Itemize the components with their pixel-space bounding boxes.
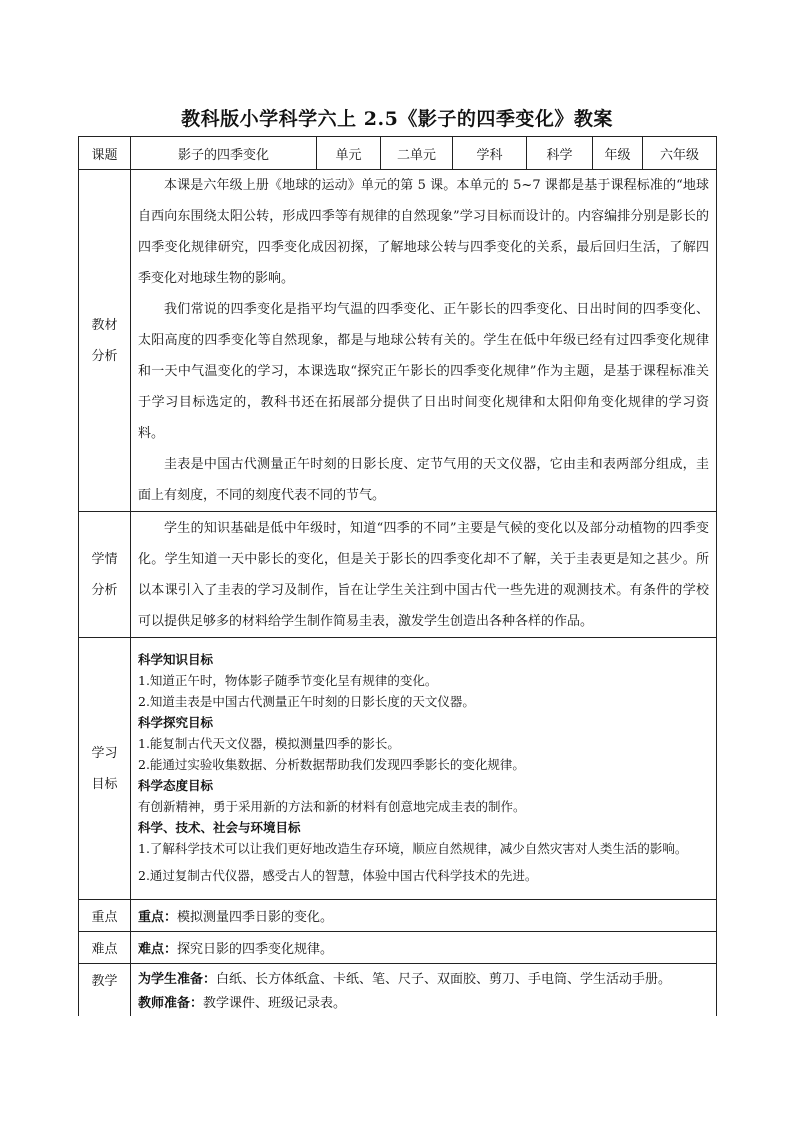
goal-item: 2.能通过实验收集数据、分析数据帮助我们发现四季影长的变化规律。 <box>138 757 525 772</box>
knowledge-goals-heading: 科学知识目标 <box>138 652 214 667</box>
student-prep-text: 白纸、长方体纸盒、卡纸、笔、尺子、双面胶、剪刀、手电筒、学生活动手册。 <box>216 972 672 987</box>
goal-item: 1.能复制古代天文仪器，模拟测量四季的影长。 <box>138 736 400 751</box>
subject-value: 科学 <box>527 137 593 170</box>
subject-label: 学科 <box>453 137 527 170</box>
difficulty-content <box>131 932 717 964</box>
difficulty-label: 难点 <box>79 932 131 964</box>
teacher-prep-text: 教学课件、班级记录表。 <box>203 996 347 1011</box>
material-paragraph: 圭表是中国古代测量正午时刻的日影长度、定节气用的天文仪器，它由圭和表两部分组成，圭面上有刻度，不同的刻度代表不同的节气。 <box>138 457 709 503</box>
unit-label: 单元 <box>317 137 381 170</box>
inquiry-goals-heading: 科学探究目标 <box>138 715 214 730</box>
teaching-prep-label: 教学 <box>79 964 131 1017</box>
learning-goals-content <box>131 638 717 900</box>
topic-label: 课题 <box>79 137 131 170</box>
key-point-prefix: 重点： <box>138 910 178 925</box>
student-paragraph: 学生的知识基础是低中年级时，知道“四季的不同”主要是气候的变化以及部分动植物的四季变化。学生知道一天中影长的变化，但是关于影长的四季变化却不了解，关于圭表更是知之甚少。所以本课引入了圭表的学习及制作，旨在让学生关注到中国古代一些先进的观测技术。有条件的学校可以提供足够多的材料给学生制作简易圭表，激发学生创造出各种各样的作品。 <box>138 520 709 629</box>
unit-value: 二单元 <box>381 137 453 170</box>
goal-item: 2.通过复制古代仪器，感受古人的智慧，体验中国古代科学技术的先进。 <box>138 868 538 883</box>
grade-label: 年级 <box>593 137 643 170</box>
material-paragraph: 我们常说的四季变化是指平均气温的四季变化、正午影长的四季变化、日出时间的四季变化、太阳高度的四季变化等自然现象，都是与地球公转有关的。学生在低中年级已经有过四季变化规律和一天中气温变化的学习，本课选取“探究正午影长的四季变化规律”作为主题，是基于课程标准关于学习目标选定的，教科书还在拓展部分提供了日出时间变化规律和太阳仰角变化规律的学习资料。 <box>138 302 709 441</box>
material-analysis-label: 教材 分析 <box>79 170 131 512</box>
topic-value: 影子的四季变化 <box>131 137 317 170</box>
learning-goals-row <box>79 638 717 900</box>
goal-item: 1.了解科学技术可以让我们更好地改造生存环境，顺应自然规律，减少自然灾害对人类生活的影响。 <box>138 841 688 856</box>
key-point-text: 模拟测量四季日影的变化。 <box>177 910 334 925</box>
student-prep-line <box>138 968 709 992</box>
lesson-plan-table <box>78 136 717 1016</box>
key-point-label: 重点 <box>79 900 131 932</box>
key-point-row <box>79 900 717 932</box>
attitude-goals-heading: 科学态度目标 <box>138 778 214 793</box>
difficulty-prefix: 难点： <box>138 942 178 957</box>
goal-item: 2.知道圭表是中国古代测量正午时刻的日影长度的天文仪器。 <box>138 694 475 709</box>
header-row <box>79 137 717 170</box>
student-prep-prefix: 为学生准备： <box>138 972 217 987</box>
sts-goals-heading: 科学、技术、社会与环境目标 <box>138 820 301 835</box>
document-title: 教科版小学科学六上 2.5《影子的四季变化》教案 <box>181 108 613 130</box>
learning-goals-label: 学习 目标 <box>79 638 131 900</box>
goal-item: 有创新精神，勇于采用新的方法和新的材料有创意地完成圭表的制作。 <box>138 799 526 814</box>
teacher-prep-line <box>138 992 709 1016</box>
difficulty-text: 探究日影的四季变化规律。 <box>177 942 334 957</box>
grade-value: 六年级 <box>643 137 717 170</box>
key-point-content <box>131 900 717 932</box>
teacher-prep-prefix: 教师准备： <box>138 996 204 1011</box>
student-analysis-content <box>131 512 717 638</box>
student-analysis-label: 学情 分析 <box>79 512 131 638</box>
teaching-prep-content <box>131 964 717 1017</box>
difficulty-row <box>79 932 717 964</box>
teaching-prep-row <box>79 964 717 1017</box>
goal-item: 1.知道正午时，物体影子随季节变化呈有规律的变化。 <box>138 673 438 688</box>
material-paragraph: 本课是六年级上册《地球的运动》单元的第 5 课。本单元的 5~7 课都是基于课程标准的“地球自西向东围绕太阳公转，形成四季等有规律的自然现象”学习目标而设计的。内容编排分别是影长的四季变化规律研究，四季变化成因初探，了解地球公转与四季变化的关系，最后回归生活，了解四季变化对地球生物的影响。 <box>138 178 709 286</box>
material-analysis-row <box>79 170 717 512</box>
student-analysis-row <box>79 512 717 638</box>
material-analysis-content <box>131 170 717 512</box>
